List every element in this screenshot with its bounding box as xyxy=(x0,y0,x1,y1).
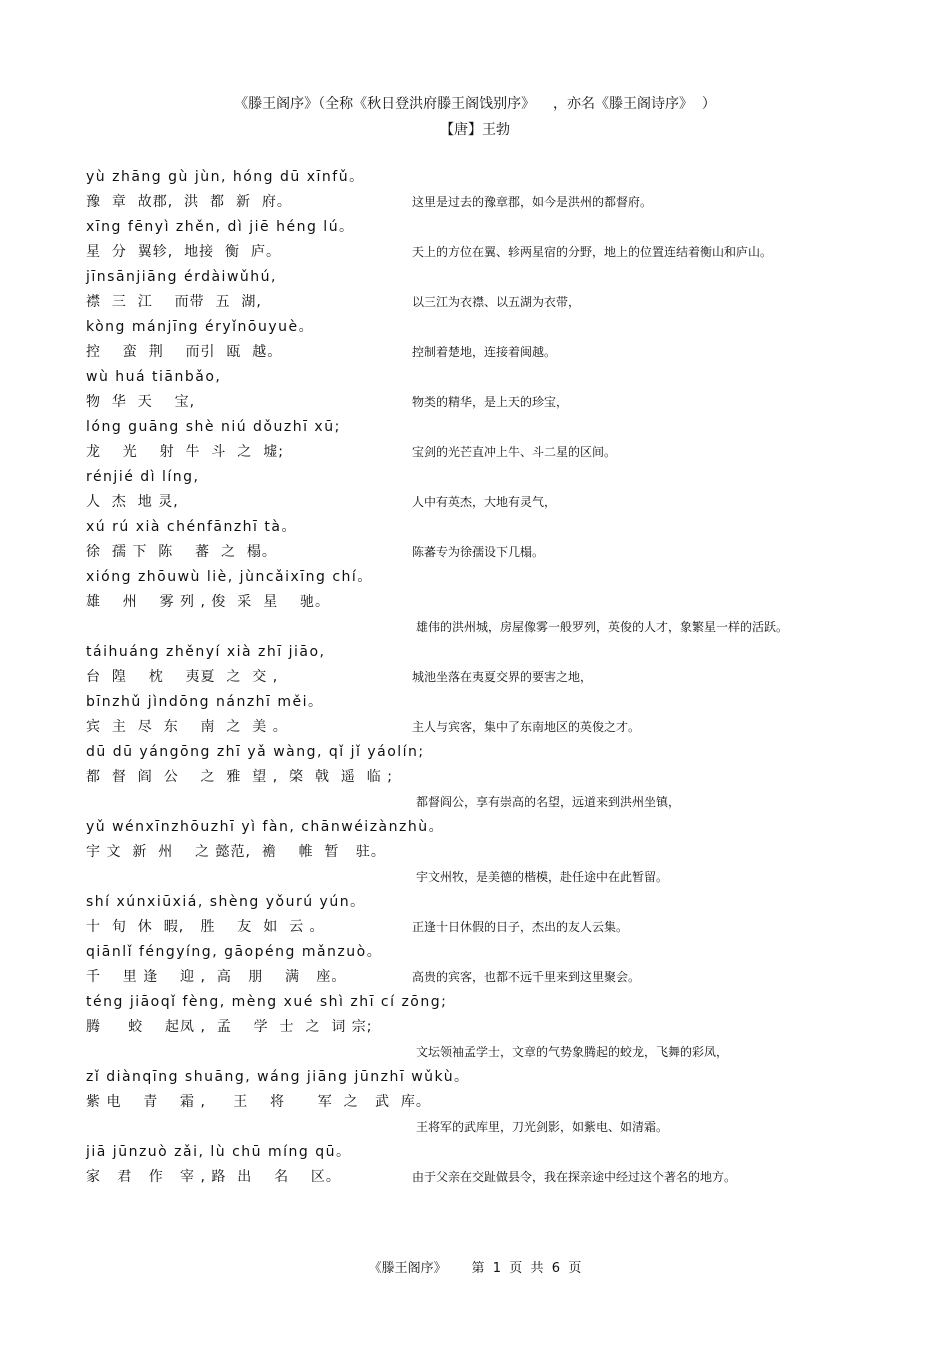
text-body xyxy=(86,165,906,1190)
hanzi-line xyxy=(86,240,906,265)
pinyin-line xyxy=(86,990,906,1015)
translation-text: 主人与宾客，集中了东南地区的英俊之才。 xyxy=(412,720,641,734)
pinyin-line xyxy=(86,640,906,665)
pinyin-line xyxy=(86,1065,906,1090)
pinyin-line xyxy=(86,1140,906,1165)
pinyin-text: lóng guāng shè niú dǒuzhī xū; xyxy=(86,419,341,435)
pinyin-text: dū dū yángōng zhī yǎ wàng, qǐ jǐ yáolín; xyxy=(86,744,425,760)
pinyin-line xyxy=(86,740,906,765)
pinyin-text: jiā jūnzuò zǎi, lù chū míng qū。 xyxy=(86,1144,352,1160)
pinyin-line xyxy=(86,265,906,290)
translation-text: 城池坐落在夷夏交界的要害之地， xyxy=(412,670,593,684)
pinyin-line xyxy=(86,515,906,540)
hanzi-text: 宇 文 新 州 之 懿范, 襜 帷 暂 驻。 xyxy=(86,844,386,860)
translation-text: 陈蕃专为徐孺设下几榻。 xyxy=(412,545,545,559)
pinyin-line xyxy=(86,165,906,190)
hanzi-text: 豫 章 故郡, 洪 都 新 府。 xyxy=(86,194,292,210)
hanzi-text: 千 里 逢 迎 , 高 朋 满 座。 xyxy=(86,969,347,985)
pinyin-line xyxy=(86,415,906,440)
pinyin-text: xióng zhōuwù liè, jùncǎixīng chí。 xyxy=(86,569,373,585)
translation-text: 人中有英杰，大地有灵气， xyxy=(412,495,557,509)
hanzi-text: 家 君 作 宰 , 路 出 名 区。 xyxy=(86,1169,341,1185)
translation-line: 宇文州牧，是美德的楷模，赴任途中在此暂留。 xyxy=(416,870,669,884)
hanzi-line xyxy=(86,840,906,865)
translation-text: 控制着楚地，连接着闽越。 xyxy=(412,345,557,359)
hanzi-line xyxy=(86,440,906,465)
pinyin-line xyxy=(86,565,906,590)
pinyin-line xyxy=(86,690,906,715)
hanzi-text: 都 督 阎 公 之 雅 望 , 棨 戟 遥 临 ; xyxy=(86,769,393,785)
pinyin-text: xīng fēnyì zhěn, dì jiē héng lú。 xyxy=(86,219,355,235)
pinyin-text: zǐ diànqīng shuāng, wáng jiāng jūnzhī wǔkù。 xyxy=(86,1069,470,1085)
pinyin-text: jīnsānjiāng érdàiwǔhú, xyxy=(86,269,277,285)
hanzi-line xyxy=(86,490,906,515)
hanzi-text: 紫 电 青 霜 , 王 将 军 之 武 库。 xyxy=(86,1094,431,1110)
pinyin-text: wù huá tiānbǎo, xyxy=(86,369,222,385)
pinyin-text: kòng mánjīng éryǐnōuyuè。 xyxy=(86,319,315,335)
pinyin-text: téng jiāoqǐ fèng, mèng xué shì zhī cí zōng; xyxy=(86,994,448,1010)
hanzi-text: 宾 主 尽 东 南 之 美 。 xyxy=(86,719,288,735)
pinyin-text: rénjié dì líng, xyxy=(86,469,200,485)
hanzi-text: 雄 州 雾 列 , 俊 采 星 驰。 xyxy=(86,594,331,610)
pinyin-line xyxy=(86,465,906,490)
translation-line: 王将军的武库里，刀光剑影，如紫电、如清霜。 xyxy=(416,1120,669,1134)
pinyin-text: táihuáng zhěnyí xià zhī jiāo, xyxy=(86,644,326,660)
translation-text: 正逢十日休假的日子，杰出的友人云集。 xyxy=(412,920,629,934)
hanzi-text: 襟 三 江 而带 五 湖, xyxy=(86,294,262,310)
hanzi-text: 腾 蛟 起凤 , 孟 学 士 之 词 宗; xyxy=(86,1019,373,1035)
page-footer: 《滕王阁序》 第 1 页 共 6 页 xyxy=(368,1261,582,1276)
pinyin-text: bīnzhǔ jìndōng nánzhī měi。 xyxy=(86,694,324,710)
translation-text: 宝剑的光芒直冲上牛、斗二星的区间。 xyxy=(412,445,617,459)
hanzi-line xyxy=(86,340,906,365)
pinyin-text: yǔ wénxīnzhōuzhī yì fàn, chānwéizànzhù。 xyxy=(86,819,445,835)
pinyin-text: shí xúnxiūxiá, shèng yǒurú yún。 xyxy=(86,894,366,910)
hanzi-line xyxy=(86,190,906,215)
hanzi-line xyxy=(86,1015,906,1040)
pinyin-text: xú rú xià chénfānzhī tà。 xyxy=(86,519,297,535)
translation-text: 以三江为衣襟、以五湖为衣带， xyxy=(412,295,581,309)
hanzi-text: 人 杰 地 灵, xyxy=(86,494,179,510)
hanzi-text: 十 旬 休 暇, 胜 友 如 云 。 xyxy=(86,919,325,935)
pinyin-line xyxy=(86,940,906,965)
translation-text: 这里是过去的豫章郡，如今是洪州的都督府。 xyxy=(412,195,653,209)
hanzi-line xyxy=(86,390,906,415)
hanzi-line xyxy=(86,590,906,615)
translation-line: 文坛领袖孟学士，文章的气势象腾起的蛟龙，飞舞的彩凤， xyxy=(416,1045,729,1059)
translation-text: 高贵的宾客，也都不远千里来到这里聚会。 xyxy=(412,970,641,984)
page-title: 《滕王阁序》（全称《秋日登洪府滕王阁饯别序》 ，亦名《滕王阁诗序》 ） xyxy=(234,96,716,112)
hanzi-line xyxy=(86,715,906,740)
hanzi-text: 龙 光 射 牛 斗 之 墟; xyxy=(86,444,284,460)
pinyin-line xyxy=(86,215,906,240)
hanzi-line xyxy=(86,665,906,690)
translation-line: 都督阎公，享有崇高的名望，远道来到洪州坐镇， xyxy=(416,795,681,809)
hanzi-line xyxy=(86,1090,906,1115)
hanzi-text: 台 隍 枕 夷夏 之 交 , xyxy=(86,669,279,685)
hanzi-line xyxy=(86,915,906,940)
hanzi-line xyxy=(86,965,906,990)
hanzi-line xyxy=(86,290,906,315)
hanzi-line xyxy=(86,1165,906,1190)
author-line: 【唐】王勃 xyxy=(440,122,510,138)
translation-text: 物类的精华，是上天的珍宝， xyxy=(412,395,569,409)
pinyin-line xyxy=(86,315,906,340)
translation-text: 天上的方位在翼、轸两星宿的分野，地上的位置连结着衡山和庐山。 xyxy=(412,245,773,259)
hanzi-text: 物 华 天 宝, xyxy=(86,394,196,410)
translation-line: 雄伟的洪州城，房屋像雾一般罗列，英俊的人才，象繁星一样的活跃。 xyxy=(416,620,789,634)
pinyin-text: yù zhāng gù jùn, hóng dū xīnfǔ。 xyxy=(86,169,365,185)
hanzi-line xyxy=(86,540,906,565)
pinyin-line xyxy=(86,815,906,840)
hanzi-text: 徐 孺 下 陈 蕃 之 榻。 xyxy=(86,544,277,560)
pinyin-line xyxy=(86,365,906,390)
hanzi-text: 星 分 翼轸, 地接 衡 庐。 xyxy=(86,244,281,260)
hanzi-line xyxy=(86,765,906,790)
pinyin-text: qiānlǐ féngyíng, gāopéng mǎnzuò。 xyxy=(86,944,383,960)
pinyin-line xyxy=(86,890,906,915)
translation-text: 由于父亲在交趾做县令，我在探亲途中经过这个著名的地方。 xyxy=(412,1170,737,1184)
hanzi-text: 控 蛮 荆 而引 瓯 越。 xyxy=(86,344,283,360)
